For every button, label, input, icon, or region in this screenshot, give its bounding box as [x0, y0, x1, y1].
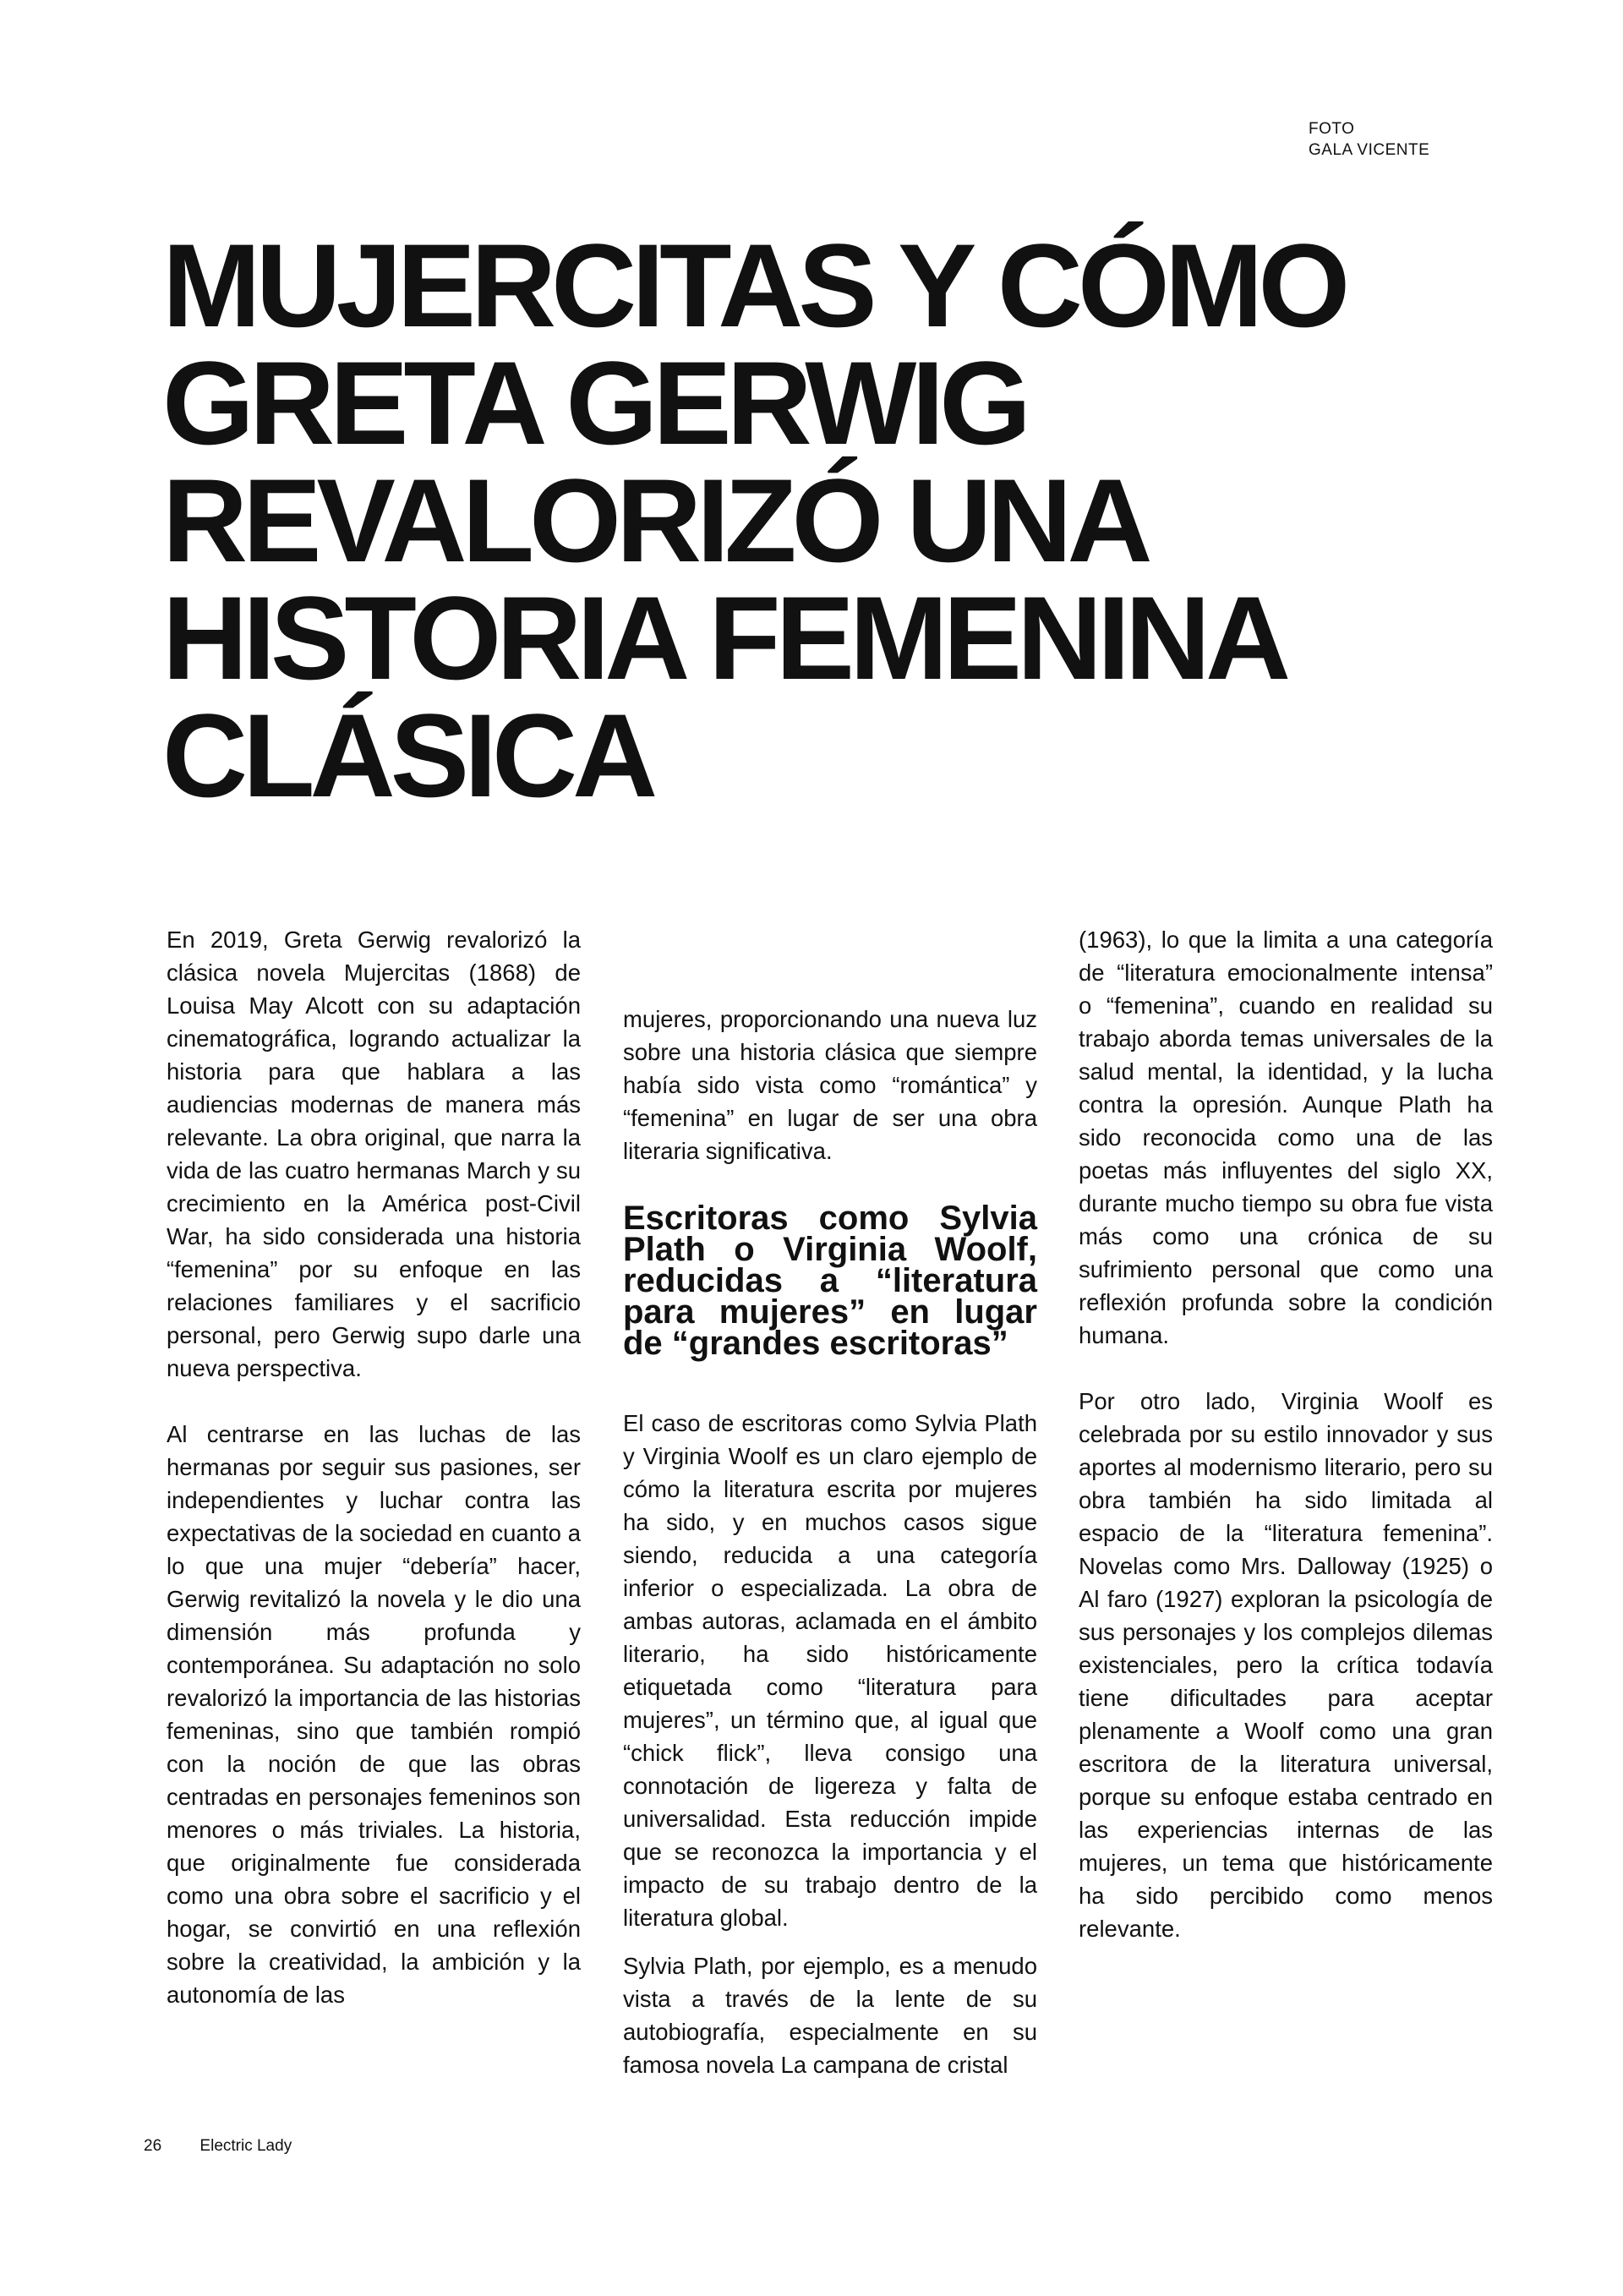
- photo-credit-name: GALA VICENTE: [1309, 141, 1430, 159]
- section-subheading: Escritoras como Sylvia Plath o Virginia Woolf, reducidas a “literatura para mujeres” en lugar de “grandes escritoras”: [623, 1200, 1037, 1362]
- body-paragraph: En 2019, Greta Gerwig revalorizó la clásica novela Mujercitas (1868) de Louisa May Alcott con su adaptación cinematográfica, logrando actualizar la historia para que hablara a las audiencias modernas de manera más relevante. La obra original, que narra la vida de las cuatro hermanas March y su crecimiento en la América post-Civil War, ha sido considerada una historia “femenina” por su enfoque en las relaciones familiares y el sacrificio personal, pero Gerwig supo darle una nueva perspectiva.: [167, 927, 581, 1381]
- body-column-2: [623, 1003, 1037, 2081]
- photo-credit-label: FOTO: [1309, 120, 1355, 138]
- title-line: CLÁSICA: [162, 689, 653, 822]
- paragraph-spacer: [623, 1934, 1037, 1949]
- article-title: [162, 219, 1481, 822]
- body-paragraph: mujeres, proporcionando una nueva luz sobre una historia clásica que siempre había sido vista como “romántica” y “femenina” en lugar de ser una obra literaria significativa.: [623, 1006, 1037, 1164]
- body-column-3: [1079, 923, 1493, 1945]
- body-paragraph: El caso de escritoras como Sylvia Plath y Virginia Woolf es un claro ejemplo de cómo la literatura escrita por mujeres ha sido, y en muchos casos sigue siendo, reducida a una categoría inferior o especializada. La obra de ambas autoras, aclamada en el ámbito literario, ha sido históricamente etiquetada como “literatura para mujeres”, un término que, al igual que “chick flick”, lleva consigo una connotación de ligereza y falta de universalidad. Esta reducción impide que se reconozca la importancia y el impacto de su trabajo dentro de la literatura global.: [623, 1410, 1037, 1931]
- title-line: HISTORIA FEMENINA: [162, 571, 1287, 704]
- paragraph-spacer: [167, 1385, 581, 1418]
- photo-credit: [1309, 118, 1429, 161]
- body-paragraph: (1963), lo que la limita a una categoría de “literatura emocionalmente intensa” o “femenina”, cuando en realidad su trabajo aborda temas universales de la salud mental, la identidad, y la lucha contra la opresión. Aunque Plath ha sido reconocida como una de las poetas más influyentes del siglo XX, durante mucho tiempo su obra fue vista más como una crónica de su sufrimiento personal que como una reflexión profunda sobre la condición humana.: [1079, 927, 1493, 1348]
- body-paragraph: Sylvia Plath, por ejemplo, es a menudo vista a través de la lente de su autobiografía, especialmente en su famosa novela La campana de cristal: [623, 1953, 1037, 2078]
- body-column-1: [167, 923, 581, 2011]
- body-paragraph: Al centrarse en las luchas de las hermanas por seguir sus pasiones, ser independientes y luchar contra las expectativas de la sociedad en cuanto a lo que una mujer “debería” hacer, Gerwig revitalizó la novela y le dio una dimensión más profunda y contemporánea. Su adaptación no solo revalorizó la importancia de las historias femeninas, sino que también rompió con la noción de que las obras centradas en personajes femeninos son menores o más triviales. La historia, que originalmente fue considerada como una obra sobre el sacrificio y el hogar, se convirtió en una reflexión sobre la creatividad, la ambición y la autonomía de las: [167, 1421, 581, 2008]
- page-footer: [144, 2136, 325, 2157]
- title-line: MUJERCITAS Y CÓMO: [162, 219, 1346, 352]
- title-line: GRETA GERWIG: [162, 336, 1027, 469]
- paragraph-spacer: [1079, 1352, 1493, 1385]
- body-paragraph: Por otro lado, Virginia Woolf es celebrada por su estilo innovador y sus aportes al modernismo literario, pero su obra también ha sido limitada al espacio de la “literatura femenina”. Novelas como Mrs. Dalloway (1925) o Al faro (1927) exploran la psicología de sus personajes y los complejos dilemas existenciales, pero la crítica todavía tiene dificultades para aceptar plenamente a Woolf como una gran escritora de la literatura universal, porque su enfoque estaba centrado en las experiencias internas de las mujeres, un tema que históricamente ha sido percibido como menos relevante.: [1079, 1388, 1493, 1942]
- page-number: 26: [144, 2137, 162, 2155]
- title-line: REVALORIZÓ UNA: [162, 454, 1148, 587]
- publication-name: Electric Lady: [199, 2137, 292, 2155]
